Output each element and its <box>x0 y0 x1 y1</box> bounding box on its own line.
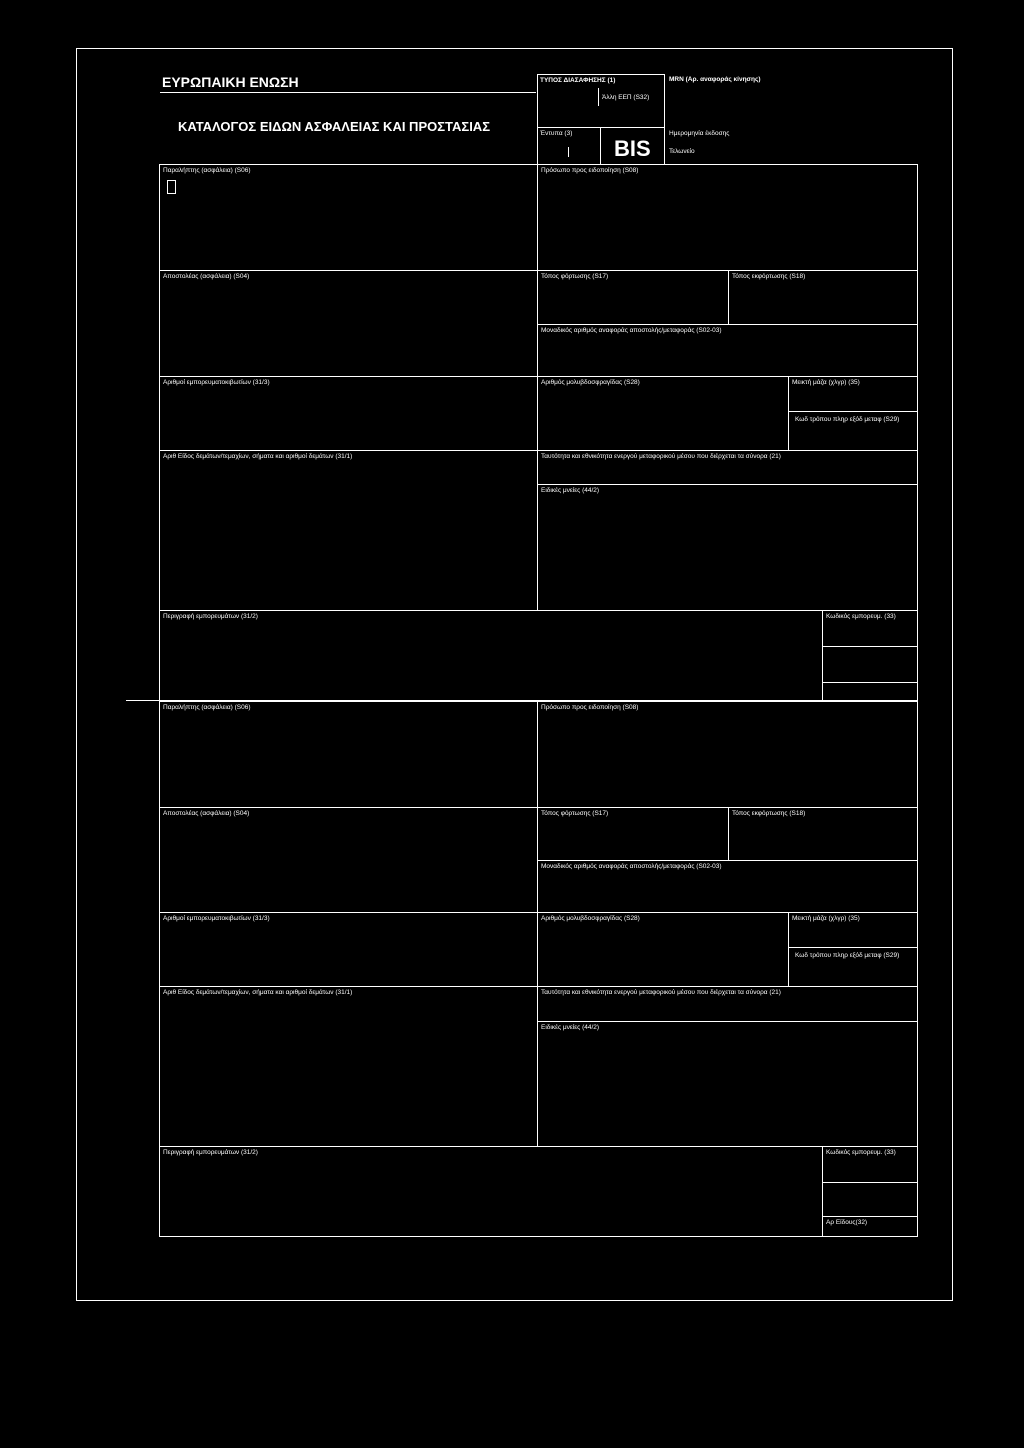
s1-line-450 <box>159 450 918 451</box>
special-mentions-label-1: Ειδικές μνείες (44/2) <box>541 487 600 494</box>
description-label-1: Περιγραφή εμπορευμάτων (31/2) <box>163 613 258 620</box>
section-2-frame <box>159 701 918 1237</box>
payment-method-label-1: Κωδ τρόπου πληρ εξόδ μεταφ (S29) <box>795 416 900 423</box>
s1-vline-788 <box>788 376 789 450</box>
commodity-code-label-1: Κωδικός εμπορευμ. (33) <box>826 613 896 620</box>
payment-method-label-2: Κωδ τρόπου πληρ εξόδ μεταφ (S29) <box>795 952 900 959</box>
packages-label-2: Αριθ Είδος δεμάτων/τεμαχίων, σήματα και αριθμοί δεμάτων (31/1) <box>163 989 353 996</box>
loading-place-label-2: Τόπος φόρτωσης (S17) <box>541 810 609 817</box>
special-mentions-label-2: Ειδικές μνείες (44/2) <box>541 1024 600 1031</box>
s2-vline-822 <box>822 1146 823 1237</box>
s2-line-1216 <box>822 1216 918 1217</box>
transport-identity-label-1: Ταυτότητα και εθνικότητα ενεργού μεταφορικού μέσου που διέρχεται τα σύνορα (21) <box>541 453 781 460</box>
issue-date-label: Ημερομηνία έκδοσης <box>669 130 730 137</box>
s2-vline-788 <box>788 912 789 986</box>
s1-line-411 <box>788 411 918 412</box>
header-underline <box>160 92 536 93</box>
s1-vline-728 <box>728 270 729 325</box>
s2-line-1146 <box>159 1146 918 1147</box>
ucr-label-2: Μοναδικός αριθμός αναφοράς αποστολής/μεταφοράς (S02-03) <box>541 863 722 870</box>
s1-line-270 <box>159 270 918 271</box>
s2-line-807 <box>159 807 918 808</box>
decl-vdivider-top <box>598 88 599 106</box>
transport-docs-label-2: Αριθμοί εμπορευματοκιβωτίων (31/3) <box>163 915 270 922</box>
mrn-label: MRN (Αρ. αναφοράς κίνησης) <box>669 76 761 83</box>
seal-number-label-1: Αριθμός μολυβδοσφραγίδας (S28) <box>541 379 640 386</box>
bis-label: BIS <box>614 136 651 161</box>
ucr-label-1: Μοναδικός αριθμός αναφοράς αποστολής/μεταφοράς (S02-03) <box>541 327 722 334</box>
s2-center-divider <box>537 701 538 1146</box>
s1-line-646 <box>822 646 918 647</box>
packages-label-1: Αριθ Είδος δεμάτων/τεμαχίων, σήματα και αριθμοί δεμάτων (31/1) <box>163 453 353 460</box>
s1-line-682 <box>822 682 918 683</box>
consignor-label-1: Αποστολέας (ασφάλεια) (S04) <box>163 273 250 280</box>
s2-line-986 <box>159 986 918 987</box>
s2-vline-728 <box>728 807 729 860</box>
item-number-label: Αρ Είδους(32) <box>826 1219 868 1226</box>
transport-docs-label-1: Αριθμοί εμπορευματοκιβωτίων (31/3) <box>163 379 270 386</box>
s1-center-divider-a <box>537 164 538 610</box>
s2-line-947 <box>788 947 918 948</box>
declaration-type-label: ΤΥΠΟΣ ΔΙΑΣΑΦΗΣΗΣ (1) <box>540 77 616 84</box>
other-sad-label: Άλλη ΕΕΠ (S32) <box>602 94 650 101</box>
commodity-code-label-2: Κωδικός εμπορευμ. (33) <box>826 1149 896 1156</box>
s2-line-1021 <box>537 1021 918 1022</box>
notify-party-label-1: Πρόσωπο προς ειδοποίηση (S08) <box>541 167 639 174</box>
unloading-place-label-2: Τόπος εκφόρτωσης (S18) <box>732 810 806 817</box>
unloading-place-label-1: Τόπος εκφόρτωσης (S18) <box>732 273 806 280</box>
s2-line-860 <box>537 860 918 861</box>
s2-line-912 <box>159 912 918 913</box>
s1-line-324 <box>537 324 918 325</box>
consignee-label-1: Παραλήπτης (ασφάλεια) (S06) <box>163 167 251 174</box>
s1-line-484 <box>537 484 918 485</box>
consignee-label-2: Παραλήπτης (ασφάλεια) (S06) <box>163 704 251 711</box>
gross-mass-label-2: Μεικτή μάζα (χλγρ) (35) <box>792 915 860 922</box>
doc-title: ΚΑΤΑΛΟΓΟΣ ΕΙΔΩΝ ΑΣΦΑΛΕΙΑΣ ΚΑΙ ΠΡΟΣΤΑΣΙΑΣ <box>178 119 490 134</box>
s1-line-610 <box>159 610 918 611</box>
forms-label: Έντυπα (3) <box>540 130 573 137</box>
consignee-checkbox[interactable] <box>167 180 176 194</box>
forms-tick <box>568 147 569 157</box>
gross-mass-label-1: Μεικτή μάζα (χλγρ) (35) <box>792 379 860 386</box>
consignor-label-2: Αποστολέας (ασφάλεια) (S04) <box>163 810 250 817</box>
decl-vdivider-bottom <box>600 127 601 165</box>
customs-office-label: Τελωνείο <box>669 148 695 155</box>
s1-vline-822 <box>822 610 823 701</box>
eu-title: ΕΥΡΩΠΑΙΚΗ ΕΝΩΣΗ <box>162 74 299 90</box>
notify-party-label-2: Πρόσωπο προς ειδοποίηση (S08) <box>541 704 639 711</box>
seal-number-label-2: Αριθμός μολυβδοσφραγίδας (S28) <box>541 915 640 922</box>
s1-line-376 <box>159 376 918 377</box>
decl-divider <box>537 127 665 128</box>
transport-identity-label-2: Ταυτότητα και εθνικότητα ενεργού μεταφορικού μέσου που διέρχεται τα σύνορα (21) <box>541 989 781 996</box>
section-1-frame <box>159 164 918 701</box>
loading-place-label-1: Τόπος φόρτωσης (S17) <box>541 273 609 280</box>
description-label-2: Περιγραφή εμπορευμάτων (31/2) <box>163 1149 258 1156</box>
s2-line-1182 <box>822 1182 918 1183</box>
